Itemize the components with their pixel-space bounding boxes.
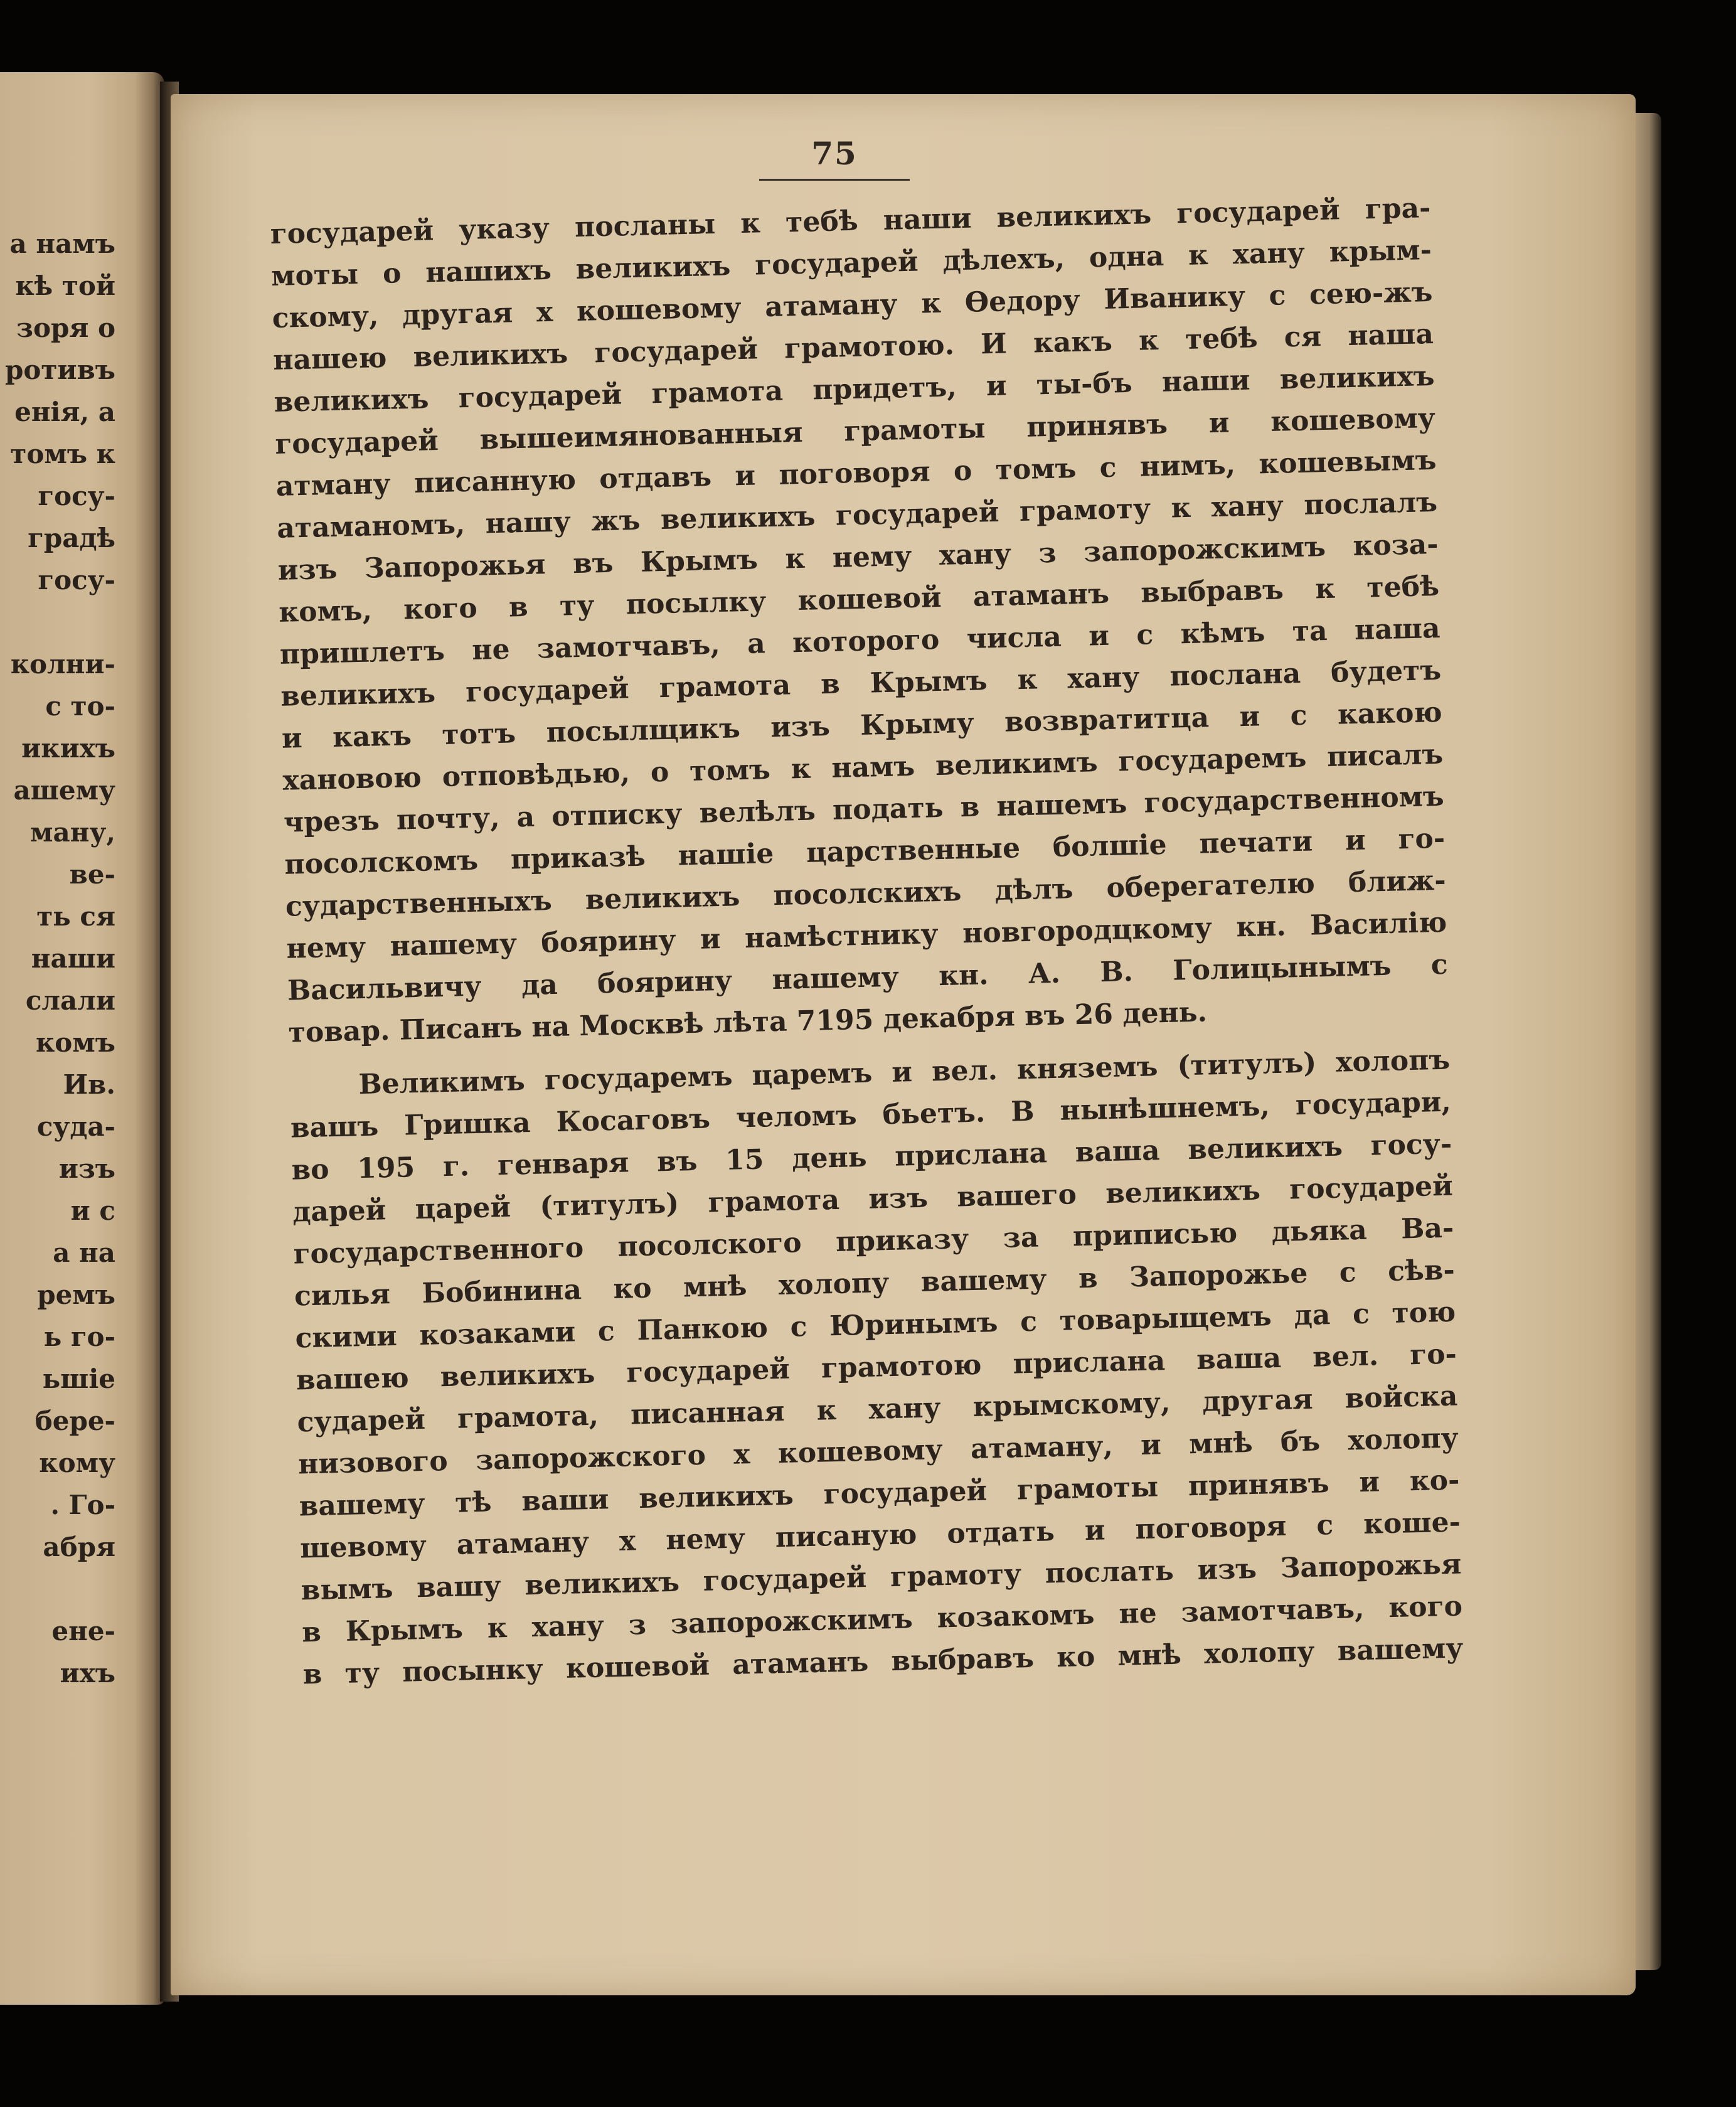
left-line: суда- [36,1111,115,1142]
left-line: комъ [35,1027,115,1058]
text-line: великихъ государей грамота придетъ, и ты-бъ наши великихъ [274,360,1435,419]
text-line: пришлетъ не замотчавъ, а которого числа и с кѣмъ та наша [279,612,1441,671]
left-line: ротивъ [5,355,115,385]
left-page-text [5,223,115,1694]
text-line: в Крымъ к хану з запорожскимъ козакомъ не замотчавъ, кого [301,1590,1463,1649]
left-line: томъ к [10,439,115,469]
text-line: Васильвичу да боярину нашему кн. А. В. Голицынымъ с [287,948,1449,1007]
left-line: Ив. [63,1069,115,1100]
text-line: государей вышеимянованныя грамоты принявъ и кошевому [274,402,1436,461]
left-line: кому [39,1448,115,1478]
left-line: колни- [10,649,115,680]
text-line: в ту посынку кошевой атаманъ выбравъ ко мнѣ холопу вашему [302,1632,1464,1691]
left-line: зоря о [16,312,115,343]
text-line: комъ, кого в ту посылку кошевой атаманъ выбравъ к тебѣ [278,570,1440,629]
left-line: ашему [13,775,115,806]
left-line: госу- [38,481,115,511]
text-line: товар. Писанъ на Москвѣ лѣта 7195 декабря въ 26 день. [288,996,1208,1049]
left-line: ремъ [37,1279,115,1310]
text-line: низового запорожского х кошевому атаману, и мнѣ бъ холопу [297,1422,1459,1481]
text-line: шевому атаману х нему писаную отдать и поговоря с коше- [299,1506,1461,1565]
left-line: госу- [38,565,115,595]
text-line: великихъ государей грамота в Крымъ к хану послана будетъ [280,654,1442,713]
text-line: вымъ вашу великихъ государей грамоту послать изъ Запорожья [301,1548,1462,1607]
text-line: во 195 г. генваря въ 15 день прислана ваша великихъ госу- [291,1128,1452,1187]
left-line [5,601,115,643]
text-line: и какъ тотъ посылщикъ изъ Крыму возвратитца и с какою [281,696,1443,755]
left-line: а на [53,1237,115,1268]
text-line: Великимъ государемъ царемъ и вел. княземъ (титулъ) холопъ [358,1043,1451,1101]
text-line: вашъ Гришка Косаговъ челомъ бьетъ. В нынѣшнемъ, государи, [290,1086,1452,1144]
text-line: сударей грамота, писанная к хану крымскому, другая войска [297,1380,1458,1439]
text-line: посолскомъ приказѣ нашіе царственные болшіе печати и го- [284,822,1446,881]
left-line [5,1568,115,1610]
text-line: скими козаками с Панкою с Юринымъ с товарыщемъ да с тою [295,1296,1456,1355]
left-page [0,72,164,2005]
text-line: скому, другая х кошевому атаману к Ѳедору Иванику с сею-жъ [272,275,1433,334]
left-line: и с [70,1195,115,1226]
page-body-text [270,187,1464,1695]
text-line: хановою отповѣдью, о томъ к намъ великимъ государемъ писалъ [282,738,1444,797]
left-line: изъ [58,1153,115,1184]
left-line: икихъ [21,733,115,764]
page-number: 75 [811,135,858,172]
left-line: ь го- [43,1321,115,1352]
left-line: бере- [35,1406,115,1436]
left-line: ене- [51,1616,115,1646]
text-line: чрезъ почту, а отписку велѣлъ подать в нашемъ государственномъ [283,780,1445,839]
text-line: государей указу посланы к тебѣ наши великихъ государей гра- [270,192,1431,250]
page-edge [1631,113,1661,1970]
text-line: моты о нашихъ великихъ государей дѣлехъ, одна к хану крым- [270,234,1432,292]
left-line: с то- [45,691,115,722]
text-line: государственного посолского приказу за приписью дьяка Ва- [293,1212,1454,1271]
header-rule [759,179,910,181]
left-line: кѣ той [15,270,115,301]
text-line: нашею великихъ государей грамотою. И какъ к тебѣ ся наша [272,317,1434,376]
text-line: вашею великихъ государей грамотою прислана ваша вел. го- [296,1338,1457,1397]
left-line: ве- [69,859,115,890]
text-line: изъ Запорожья въ Крымъ к нему хану з запорожскимъ коза- [277,528,1439,587]
left-line: ману, [30,817,115,848]
left-line: ихъ [60,1658,115,1688]
left-line: . Го- [50,1490,115,1520]
left-line: а намъ [9,228,115,259]
text-line: атману писанную отдавъ и поговоря о томъ с нимъ, кошевымъ [275,444,1437,503]
left-line: ьшіе [42,1363,115,1394]
left-line: абря [43,1532,115,1562]
text-line: дарей царей (титулъ) грамота изъ вашего великихъ государей [292,1170,1454,1229]
left-line: наши [31,943,115,974]
text-line: вашему тѣ ваши великихъ государей грамоты принявъ и ко- [299,1464,1460,1523]
left-line: слали [25,985,115,1016]
text-line: силья Бобинина ко мнѣ холопу вашему в Запорожье с сѣв- [294,1254,1456,1313]
text-line: сударственныхъ великихъ посолскихъ дѣлъ оберегателю ближ- [285,864,1447,923]
text-line: атаманомъ, нашу жъ великихъ государей грамоту к хану послалъ [276,486,1438,545]
left-line: ть ся [36,901,115,932]
left-line: енія, а [14,397,115,427]
left-line: градѣ [28,523,115,553]
text-line: нему нашему боярину и намѣстнику новгородцкому кн. Василію [286,906,1447,965]
